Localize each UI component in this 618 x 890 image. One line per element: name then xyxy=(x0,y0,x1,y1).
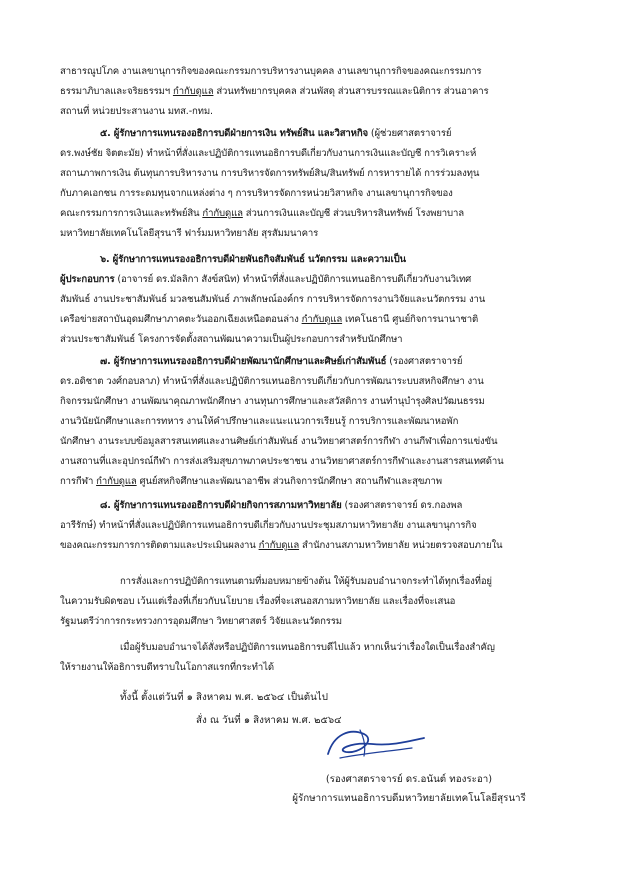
ordered-date: สั่ง ณ วันที่ ๑ สิงหาคม พ.ศ. ๒๕๖๔ xyxy=(196,715,342,726)
item-8 xyxy=(60,496,568,556)
item-title: ๗. ผู้รักษาการแทนรองอธิการบดีฝ่ายพัฒนานักศึกษาและศิษย์เก่าสัมพันธ์ xyxy=(100,356,387,367)
signature-image xyxy=(320,724,430,764)
text-line: นักศึกษา งานระบบข้อมูลสารสนเทศและงานศิษย์เก่าสัมพันธ์ งานวิทยาศาสตร์การกีฬา งานกีฬาเพื่อการแข่งขัน xyxy=(60,436,498,447)
text-line: การสั่งและการปฏิบัติการแทนตามที่มอบหมายข้างต้น ให้ผู้รับมอบอำนาจกระทำได้ทุกเรื่องที่อยู่ xyxy=(120,576,492,587)
item-title: ผู้ประกอบการ xyxy=(60,274,115,285)
text-line xyxy=(60,204,568,224)
item-7 xyxy=(60,352,568,492)
item-heading: ๖. ผู้รักษาการแทนรองอธิการบดีฝ่ายพันธกิจสัมพันธ์ นวัตกรรม และความเป็น xyxy=(100,254,406,265)
text-segment: ของคณะกรรมการการติดตามและประเมินผลงาน xyxy=(60,540,259,551)
item-heading xyxy=(60,124,568,144)
text-line: ดร.พงษ์ชัย จิตตะมัย) ทำหน้าที่สั่งและปฏิบัติการแทนอธิการบดีเกี่ยวกับงานการเงินและบัญชี การวิเคราะห์ xyxy=(60,148,477,159)
text-line: กับภาคเอกชน การระดมทุนจากแหล่งต่าง ๆ การบริหารจัดการหน่วยวิสาหกิจ งานเลขานุการกิจของ xyxy=(60,188,453,199)
report-paragraph xyxy=(60,638,568,678)
intro-paragraph xyxy=(60,62,568,122)
signer-name: (รองศาสตราจารย์ ดร.อนันต์ ทองระอา) xyxy=(325,774,493,785)
supervise-label: กำกับดูแล xyxy=(96,476,137,487)
text-line xyxy=(60,472,568,492)
text-line xyxy=(60,536,568,556)
text-line: ให้รายงานให้อธิการบดีทราบในโอกาสแรกที่กระทำได้ xyxy=(60,662,274,673)
text-segment: ธรรมาภิบาลและจริยธรรมฯ xyxy=(60,86,173,97)
item-title: ๘. ผู้รักษาการแทนรองอธิการบดีฝ่ายกิจการสภามหาวิทยาลัย xyxy=(100,500,342,511)
text-line xyxy=(60,82,568,102)
item-title: ๕. ผู้รักษาการแทนรองอธิการบดีฝ่ายการเงิน ทรัพย์สิน และวิสาหกิจ xyxy=(100,128,368,139)
text-segment: ส่วนการเงินและบัญชี ส่วนบริหารสินทรัพย์ โรงพยาบาล xyxy=(242,208,464,219)
text-line: กิจกรรมนักศึกษา งานพัฒนาคุณภาพนักศึกษา งานทุนการศึกษาและสวัสดิการ งานทำนุบำรุงศิลปวัฒนธรรม xyxy=(60,396,485,407)
text-segment: คณะกรรมการการเงินและทรัพย์สิน xyxy=(60,208,203,219)
delegation-paragraph xyxy=(60,572,568,632)
text-segment: เทคโนธานี ศูนย์กิจการนานาชาติ xyxy=(342,314,479,325)
item-heading xyxy=(60,352,568,372)
text-segment: การกีฬา xyxy=(60,476,97,487)
text-line: สัมพันธ์ งานประชาสัมพันธ์ มวลชนสัมพันธ์ ภาพลักษณ์องค์กร การบริหารจัดการงานวิจัยและนวัตกรรม งาน xyxy=(60,294,486,305)
item-heading xyxy=(60,496,568,516)
text-segment: ศูนย์สหกิจศึกษาและพัฒนาอาชีพ ส่วนกิจการนักศึกษา สถานกีฬาและสุขภาพ xyxy=(136,476,442,487)
item-5 xyxy=(60,124,568,244)
text-line: งานสถานที่และอุปกรณ์กีฬา การส่งเสริมสุขภาพภาคประชาชน งานวิทยาศาสตร์การกีฬาและงานสารสนเทศด้าน xyxy=(60,456,504,467)
text-line: สถานที่ หน่วยประสานงาน มทส.-กทม. xyxy=(60,106,213,117)
effective-date: ทั้งนี้ ตั้งแต่วันที่ ๑ สิงหาคม พ.ศ. ๒๕๖๔ เป็นต้นไป xyxy=(120,692,328,703)
text-line: ในความรับผิดชอบ เว้นแต่เรื่องที่เกี่ยวกับนโยบาย เรื่องที่จะเสนอสภามหาวิทยาลัย และเรื่องที่จะเสนอ xyxy=(60,596,456,607)
text-line: มหาวิทยาลัยเทคโนโลยีสุรนารี ฟาร์มมหาวิทยาลัย สุรสัมมนาคาร xyxy=(60,228,319,239)
text-segment: ส่วนทรัพยากรบุคคล ส่วนพัสดุ ส่วนสารบรรณและนิติการ ส่วนอาคาร xyxy=(213,86,489,97)
text-line: งานวินัยนักศึกษาและการทหาร งานให้คำปรึกษาและแนะแนวการเรียนรู้ การบริการและพัฒนาหอพัก xyxy=(60,416,459,427)
text-line: ดร.อดิชาต วงศ์กอบลาภ) ทำหน้าที่สั่งและปฏิบัติการแทนอธิการบดีเกี่ยวกับการพัฒนาระบบสหกิจศึกษา งาน xyxy=(60,376,484,387)
text-line: เมื่อผู้รับมอบอำนาจได้สั่งหรือปฏิบัติการแทนอธิการบดีไปแล้ว หากเห็นว่าเรื่องใดเป็นเรื่องสำคัญ xyxy=(120,642,495,653)
signer-title: ผู้รักษาการแทนอธิการบดีมหาวิทยาลัยเทคโนโลยีสุรนารี xyxy=(292,793,526,804)
text-segment: สำนักงานสภามหาวิทยาลัย หน่วยตรวจสอบภายใน xyxy=(299,540,503,551)
text-line: รัฐมนตรีว่าการกระทรวงการอุดมศึกษา วิทยาศาสตร์ วิจัยและนวัตกรรม xyxy=(60,616,342,627)
supervise-label: กำกับดูแล xyxy=(301,314,343,325)
supervise-label: กำกับดูแล xyxy=(202,208,243,219)
signer-block xyxy=(250,770,568,808)
text-line xyxy=(60,270,568,290)
supervise-label: กำกับดูแล xyxy=(258,540,300,551)
text-line xyxy=(60,310,568,330)
text-line: สถานภาพการเงิน ต้นทุนการบริหารงาน การบริหารจัดการทรัพย์สิน/สินทรัพย์ การหารายได้ การร่วมลงทุน xyxy=(60,168,480,179)
text-line: สาธารณูปโภค งานเลขานุการกิจของคณะกรรมการบริหารงานบุคคล งานเลขานุการกิจของคณะกรรมการ xyxy=(60,66,482,77)
item-6 xyxy=(60,250,568,350)
text-line: ส่วนประชาสัมพันธ์ โครงการจัดตั้งสถานพัฒนาความเป็นผู้ประกอบการสำหรับนักศึกษา xyxy=(60,334,403,345)
text-segment: (ผู้ช่วยศาสตราจารย์ xyxy=(367,128,452,139)
text-segment: (รองศาสตราจารย์ ดร.กองพล xyxy=(341,500,463,511)
text-line: อารีรักษ์) ทำหน้าที่สั่งและปฏิบัติการแทนอธิการบดีเกี่ยวกับงานประชุมสภามหาวิทยาลัย งานเลขานุการกิจ xyxy=(60,520,477,531)
text-segment: (รองศาสตราจารย์ xyxy=(386,356,463,367)
text-segment: เครือข่ายสถาบันอุดมศึกษาภาคตะวันออกเฉียงเหนือตอนล่าง xyxy=(60,314,302,325)
text-segment: (อาจารย์ ดร.มัลลิกา สังข์สนิท) ทำหน้าที่สั่งและปฏิบัติการแทนอธิการบดีเกี่ยวกับงานวิเทศ xyxy=(114,274,472,285)
supervise-label: กำกับดูแล xyxy=(172,86,214,97)
